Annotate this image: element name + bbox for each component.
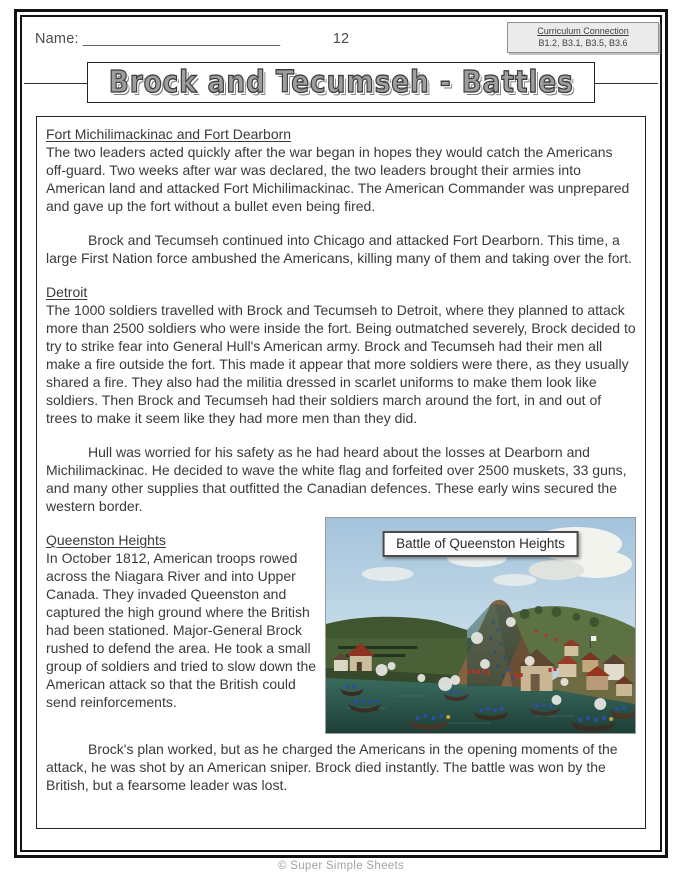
page-title: Brock and Tecumseh - Battles [108,65,574,100]
worksheet-content-box [36,116,646,829]
name-blank-line: __________________________ [82,31,280,47]
name-label: Name: [35,31,79,47]
figure-caption: Battle of Queenston Heights [382,531,579,557]
footer-copyright: © Super Simple Sheets [278,860,404,872]
title-banner [0,62,682,106]
paragraph: Hull was worried for his safety as he had heard about the losses at Dearborn and Michilimackinac. He decided to wave the white flag and forfeited over 2500 muskets, 33 guns, and many other supplies that outfitted the Canadian defences. These early wins secured the western border. [46,444,627,514]
page-number: 12 [332,31,350,47]
paragraph: The two leaders acted quickly after the war began in hopes they would catch the Americans off-guard. Two weeks after war was declared, the two leaders brought their armies into American land and attacked Fort Michilimackinac. The American Commander was unprepared and gave up the fort without a bullet even being fired. [46,144,630,214]
curriculum-codes: B1.2, B3.1, B3.5, B3.6 [538,38,628,48]
section-heading-michilimackinac: Fort Michilimackinac and Fort Dearborn [46,126,292,142]
section-heading-detroit: Detroit [46,284,88,300]
queenston-heights-painting [325,517,636,734]
paragraph: In October 1812, American troops rowed across the Niagara River and into Upper Canada. They invaded Queenston and captured the high ground where the British had been stationed. Major-General Brock rushed to defend the area. He took a small group of soldiers and tried to slow down the American attack so that the British could send reinforcements. [46,550,317,710]
paragraph: The 1000 soldiers travelled with Brock and Tecumseh to Detroit, where they planned to attack more than 2500 soldiers who were inside the fort. Being outmatched severely, Brock decided to try to strike fear into General Hull's American army. Brock and Tecumseh had their men all make a fire outside the fort. This made it appear that more soldiers were there, as they usually shared a fire. They also had the militia dressed in scarlet uniforms to make them look like soldiers. Then Brock and Tecumseh had their soldiers march around the fort, in and out of trees to make it seem like they had more men than they did. [46,302,636,426]
paragraph: Brock's plan worked, but as he charged the Americans in the opening moments of the attack, he was shot by an American sniper. Brock died instantly. The battle was won by the British, but a fearsome leader was lost. [46,741,618,793]
section-heading-queenston: Queenston Heights [46,532,166,548]
curriculum-title: Curriculum Connection [537,26,629,36]
paragraph: Brock and Tecumseh continued into Chicago and attacked Fort Dearborn. This time, a large First Nation force ambushed the Americans, killing many of them and taking over the fort. [46,232,632,266]
title-box [87,62,595,103]
curriculum-connection-box [507,22,659,53]
